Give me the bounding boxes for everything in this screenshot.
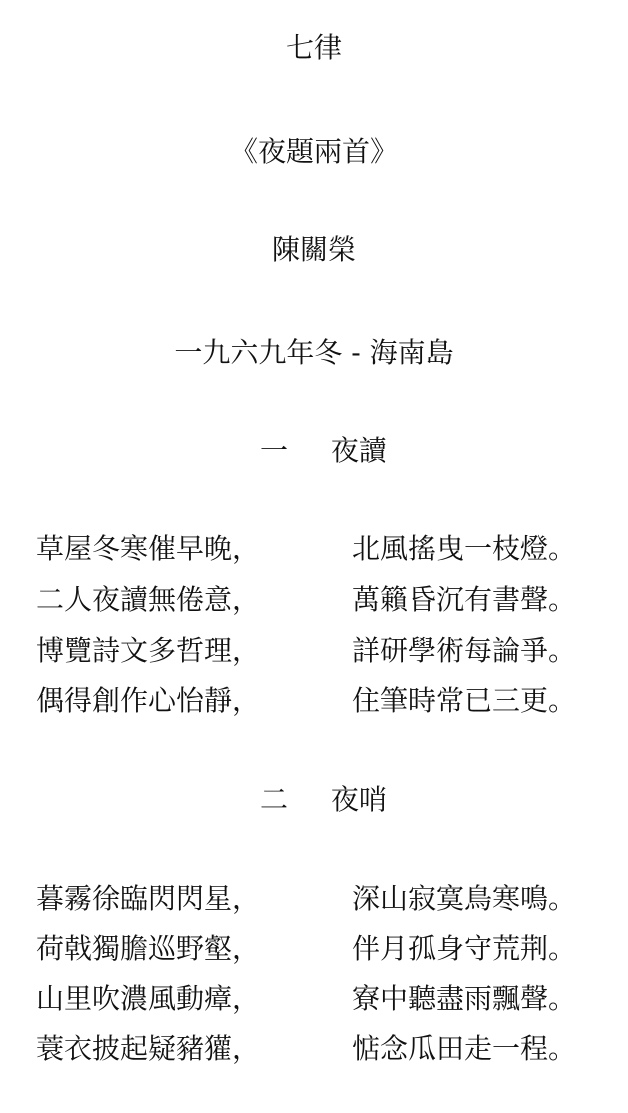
- poem-title: 《夜題兩首》: [229, 135, 398, 168]
- verse-second-half: 深山寂寞鳥寒鳴。: [352, 882, 577, 915]
- verse-second-half: 詳研學術每論爭。: [352, 634, 577, 667]
- verse-line: [36, 582, 628, 618]
- poem-form: 七律: [285, 31, 342, 64]
- verse-second-half: 寮中聽盡雨飄聲。: [352, 982, 577, 1015]
- verse-line: [36, 981, 628, 1017]
- section-number: 二: [260, 783, 289, 816]
- section-number: 一: [260, 434, 289, 467]
- verse-first-half: 荷戟獨膽巡野壑，: [36, 932, 261, 965]
- verse-first-half: 蓑衣披起疑豬獾，: [36, 1032, 261, 1065]
- section-name: 夜讀: [330, 434, 387, 467]
- verse-first-half: 博覽詩文多哲理，: [36, 634, 261, 667]
- section-heading-1: [260, 433, 387, 469]
- verse-second-half: 伴月孤身守荒荆。: [352, 932, 577, 965]
- verse-line: [36, 531, 628, 567]
- verse-second-half: 惦念瓜田走一程。: [352, 1032, 577, 1065]
- verse-line: [36, 931, 628, 967]
- section-heading-2: [260, 782, 387, 818]
- verse-first-half: 草屋冬寒催早晚，: [36, 532, 261, 565]
- verse-line: [36, 881, 628, 917]
- poem-author: 陳關榮: [271, 233, 356, 266]
- poem-date-place: 一九六九年冬 - 海南島: [174, 336, 454, 369]
- verse-first-half: 二人夜讀無倦意，: [36, 583, 261, 616]
- verse-line: [36, 633, 628, 669]
- verse-second-half: 萬籟昏沉有書聲。: [352, 583, 577, 616]
- verse-first-half: 偶得創作心怡靜，: [36, 684, 261, 717]
- verse-line: [36, 683, 628, 719]
- verse-first-half: 山里吹濃風動瘴，: [36, 982, 261, 1015]
- verse-second-half: 北風搖曳一枝燈。: [352, 532, 577, 565]
- section-name: 夜哨: [330, 783, 387, 816]
- verse-second-half: 住筆時常已三更。: [352, 684, 577, 717]
- verse-line: [36, 1031, 628, 1067]
- verse-first-half: 暮霧徐臨閃閃星，: [36, 882, 261, 915]
